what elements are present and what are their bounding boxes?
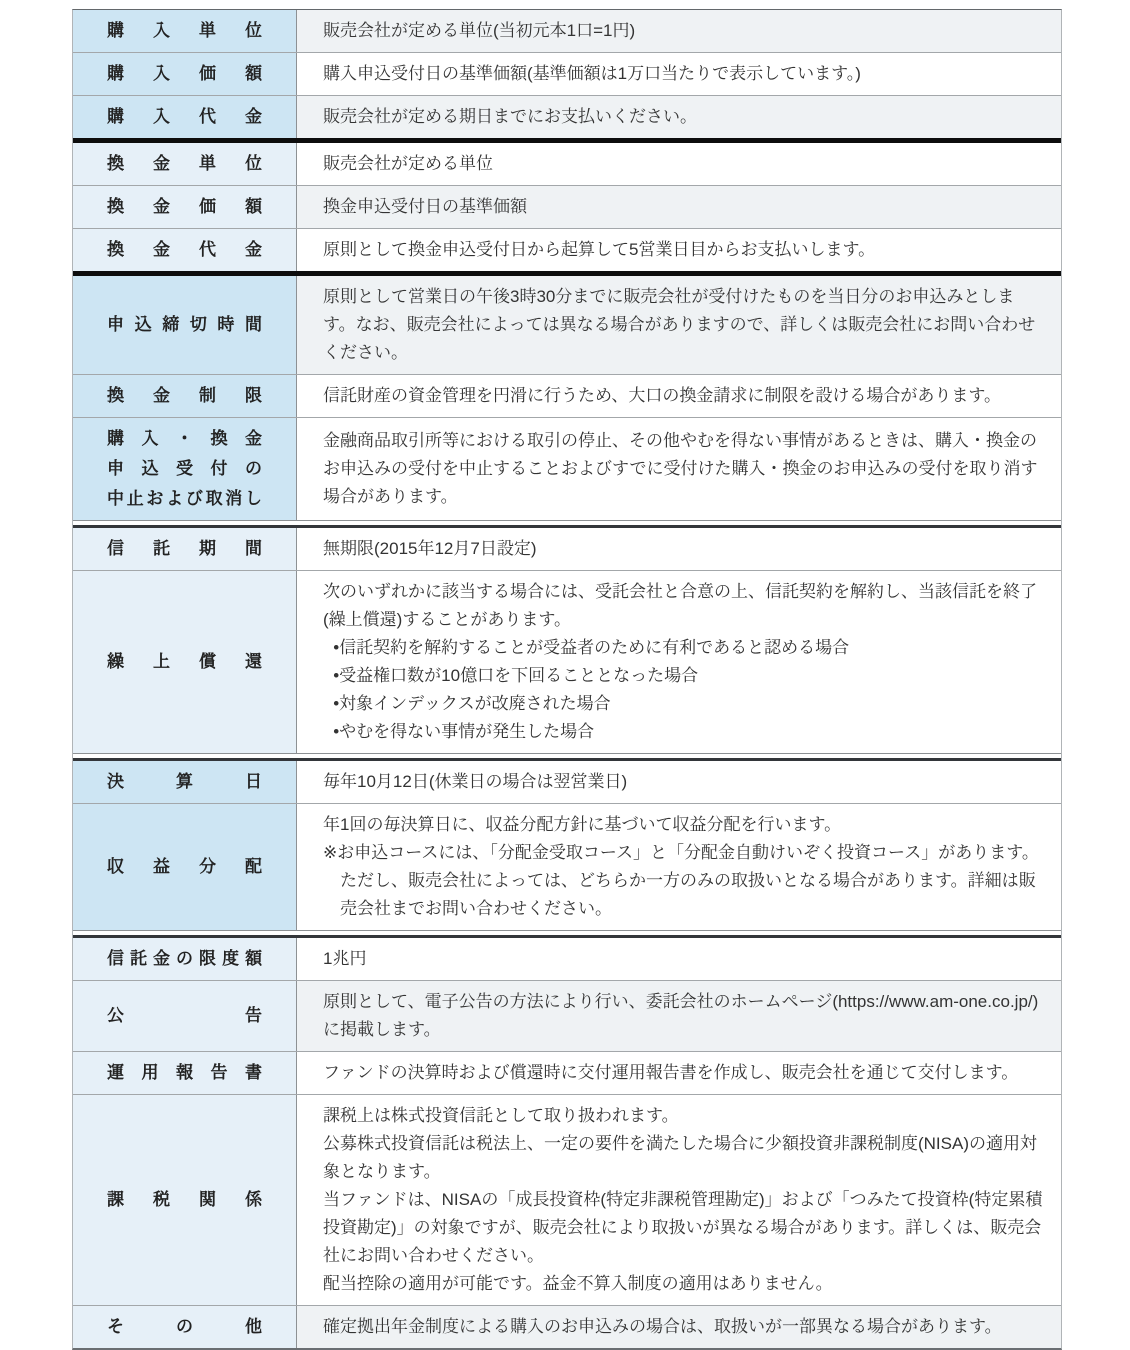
row-header-text: 購入・換金 [107, 429, 262, 448]
content-text: 配当控除の適用が可能です。益金不算入制度の適用はありません。 [323, 1274, 833, 1293]
table-row [73, 761, 1061, 803]
row-header-cell [73, 418, 297, 520]
content-bullet-item: •信託契約を解約することが受益者のために有利であると認める場合 [333, 638, 850, 657]
table-row [73, 1306, 1061, 1348]
row-header-text: 繰上償還 [107, 652, 262, 671]
table-row [73, 938, 1061, 980]
row-header-cell [73, 186, 297, 228]
table-row [73, 10, 1061, 52]
row-content-cell [297, 761, 1061, 803]
row-content-cell [297, 186, 1061, 228]
row-header-text: 換金代金 [107, 240, 262, 259]
table-row [73, 53, 1061, 95]
row-header-cell [73, 96, 297, 138]
table-row [73, 418, 1061, 520]
table-row [73, 96, 1061, 138]
row-header-text: 換金価額 [107, 197, 262, 216]
row-header-text: 換金単位 [107, 154, 262, 173]
row-header-cell [73, 10, 297, 52]
row-header-text: 運用報告書 [107, 1063, 262, 1082]
row-header-cell [73, 804, 297, 930]
content-text: 信託財産の資金管理を円滑に行うため、大口の換金請求に制限を設ける場合があります。 [323, 386, 1001, 405]
content-text: 無期限(2015年12月7日設定) [323, 539, 537, 558]
row-header-cell [73, 571, 297, 753]
row-header-cell [73, 981, 297, 1051]
content-text: 原則として営業日の午後3時30分までに販売会社が受付けたものを当日分のお申込みとします。なお、販売会社によっては異なる場合がありますので、詳しくは販売会社にお問い合わせください。 [323, 287, 1036, 362]
row-header-cell [73, 276, 297, 374]
content-text: 毎年10月12日(休業日の場合は翌営業日) [323, 772, 628, 791]
row-header-text: 課税関係 [107, 1190, 262, 1209]
content-text: 1兆円 [323, 949, 367, 968]
row-content-cell [297, 1052, 1061, 1094]
row-header-text: 公告 [107, 1006, 262, 1025]
row-content-cell [297, 53, 1061, 95]
row-content-cell [297, 571, 1061, 753]
row-header-cell [73, 375, 297, 417]
content-text: ※お申込コースには、「分配金受取コース」と「分配金自動けいぞく投資コース」があります。ただし、販売会社によっては、どちらか一方のみの取扱いとなる場合があります。詳細は販売会社までお問い合わせください。 [323, 843, 1039, 918]
row-header-cell [73, 143, 297, 185]
table-row [73, 143, 1061, 185]
row-content-cell [297, 528, 1061, 570]
content-bullet-item: •やむを得ない事情が発生した場合 [333, 722, 595, 741]
group-separator [73, 930, 1061, 938]
table-row [73, 571, 1061, 753]
table-row [73, 375, 1061, 417]
table-row [73, 186, 1061, 228]
content-text: 原則として、電子公告の方法により行い、委託会社のホームページ(https://www.am-one.co.jp/)に掲載します。 [323, 992, 1039, 1039]
row-header-cell [73, 1095, 297, 1305]
row-content-cell [297, 418, 1061, 520]
table-row [73, 981, 1061, 1051]
row-content-cell [297, 229, 1061, 271]
row-header-cell [73, 528, 297, 570]
row-content-cell [297, 938, 1061, 980]
row-content-cell [297, 1306, 1061, 1348]
row-content-cell [297, 10, 1061, 52]
content-bullet-item: •対象インデックスが改廃された場合 [333, 694, 611, 713]
content-text: 次のいずれかに該当する場合には、受託会社と合意の上、信託契約を解約し、当該信託を終了(繰上償還)することがあります。 [323, 582, 1037, 629]
row-header-cell [73, 761, 297, 803]
content-text: 公募株式投資信託は税法上、一定の要件を満たした場合に少額投資非課税制度(NISA)の適用対象となります。 [323, 1134, 1037, 1181]
row-header-text: 信託期間 [107, 539, 262, 558]
row-header-text: 換金制限 [107, 386, 262, 405]
row-content-cell [297, 1095, 1061, 1305]
row-content-cell [297, 276, 1061, 374]
row-header-cell [73, 53, 297, 95]
row-header-text: 申込受付の [107, 459, 262, 478]
table-row [73, 1052, 1061, 1094]
row-header-cell [73, 938, 297, 980]
row-content-cell [297, 375, 1061, 417]
group-separator [73, 753, 1061, 761]
content-text: 確定拠出年金制度による購入のお申込みの場合は、取扱いが一部異なる場合があります。 [323, 1317, 1002, 1336]
row-header-text: 中止および取消し [107, 489, 262, 508]
content-text: 販売会社が定める単位(当初元本1口=1円) [323, 21, 636, 40]
content-text: 金融商品取引所等における取引の停止、その他やむを得ない事情があるときは、購入・換金のお申込みの受付を中止することおよびすでに受付けた購入・換金のお申込みの受付を取り消す場合があります。 [323, 431, 1038, 506]
row-header-text: 決算日 [107, 772, 262, 791]
fund-terms-table [72, 9, 1062, 1350]
row-header-cell [73, 1306, 297, 1348]
group-separator [73, 520, 1061, 528]
content-text: ファンドの決算時および償還時に交付運用報告書を作成し、販売会社を通じて交付します。 [323, 1063, 1019, 1082]
row-header-cell [73, 1052, 297, 1094]
content-text: 原則として換金申込受付日から起算して5営業日目からお支払いします。 [323, 240, 876, 259]
row-header-text: その他 [107, 1317, 262, 1336]
row-header-text: 申込締切時間 [107, 315, 262, 334]
content-text: 購入申込受付日の基準価額(基準価額は1万口当たりで表示しています。) [323, 64, 861, 83]
table-row [73, 804, 1061, 930]
table-row [73, 1095, 1061, 1305]
row-header-text: 購入単位 [107, 21, 262, 40]
table-row [73, 276, 1061, 374]
content-text: 販売会社が定める期日までにお支払いください。 [323, 107, 697, 126]
row-header-text: 購入代金 [107, 107, 262, 126]
row-content-cell [297, 981, 1061, 1051]
table-row [73, 528, 1061, 570]
row-content-cell [297, 96, 1061, 138]
row-header-text: 収益分配 [107, 857, 262, 876]
row-header-text: 購入価額 [107, 64, 262, 83]
content-text: 当ファンドは、NISAの「成長投資枠(特定非課税管理勘定)」および「つみたて投資枠(特定累積投資勘定)」の対象ですが、販売会社により取扱いが異なる場合があります。詳しくは、販売会社にお問い合わせください。 [323, 1190, 1043, 1265]
row-header-cell [73, 229, 297, 271]
content-text: 販売会社が定める単位 [323, 154, 493, 173]
content-text: 換金申込受付日の基準価額 [323, 197, 527, 216]
content-text: 年1回の毎決算日に、収益分配方針に基づいて収益分配を行います。 [323, 815, 842, 834]
row-content-cell [297, 804, 1061, 930]
table-row [73, 229, 1061, 271]
content-bullet-item: •受益権口数が10億口を下回ることとなった場合 [333, 666, 699, 685]
row-header-text: 信託金の限度額 [107, 949, 262, 968]
content-text: 課税上は株式投資信託として取り扱われます。 [323, 1106, 679, 1125]
row-content-cell [297, 143, 1061, 185]
